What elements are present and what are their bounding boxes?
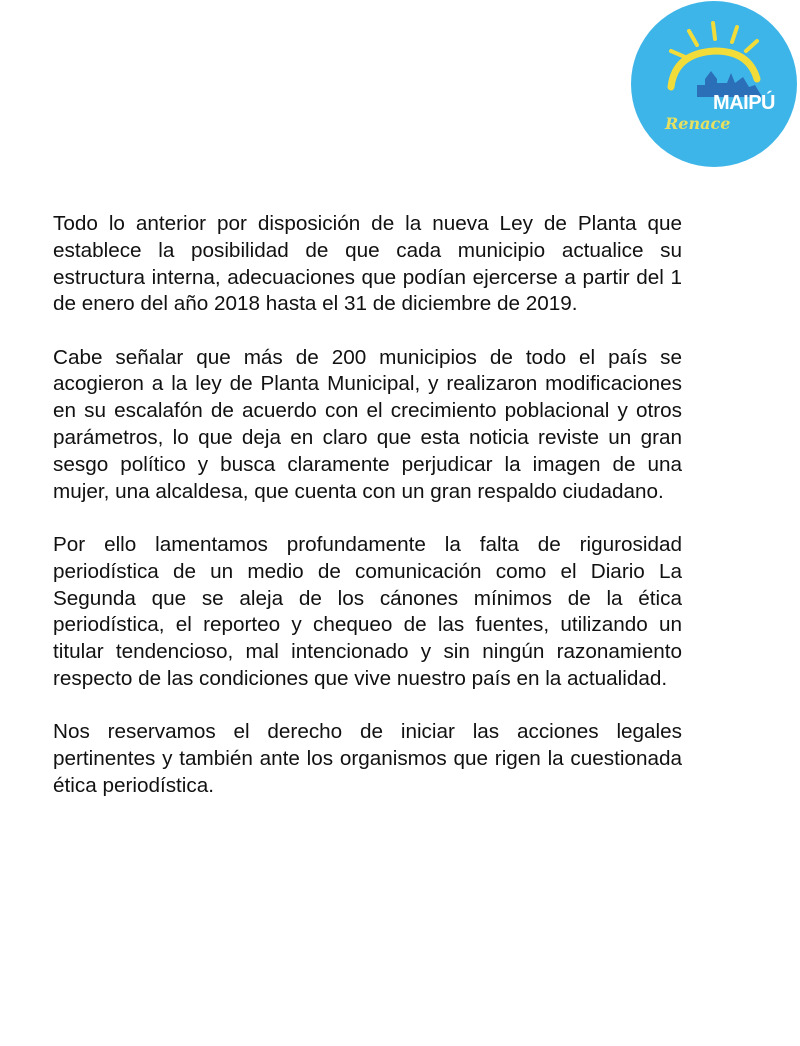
paragraph: Todo lo anterior por disposición de la nueva Ley de Planta que establece la posibilidad de que cada municipio actualice su estructura interna, adecuaciones que podían ejercerse a partir del 1 de enero del año 2018 hasta el 31 de diciembre de 2019. [53,212,682,316]
paragraph: Cabe señalar que más de 200 municipios de todo el país se acogieron a la ley de Planta Municipal, y realizaron modificaciones en su escalafón de acuerdo con el crecimiento poblacional y otros parámetros, lo que deja en claro que esta noticia reviste un gran sesgo político y busca claramente perjudicar la imagen de una mujer, una alcaldesa, que cuenta con un gran respaldo ciudadano. [53,345,682,503]
logo-wordmark: MAIPÚ [713,92,775,114]
logo-emblem-icon [631,1,797,167]
logo-tagline: Renace [665,114,731,133]
document-body [53,211,682,800]
paragraph: Nos reservamos el derecho de iniciar las acciones legales pertinentes y también ante los organismos que rigen la cuestionada ética periodística. [53,720,682,797]
paragraph: Por ello lamentamos profundamente la falta de rigurosidad periodística de un medio de comunicación como el Diario La Segunda que se aleja de los cánones mínimos de la ética periodística, el reporteo y chequeo de las fuentes, utilizando un titular tendencioso, mal intencionado y sin ningún razonamiento respecto de las condiciones que vive nuestro país en la actualidad. [53,532,682,690]
maipu-renace-logo [631,1,797,167]
